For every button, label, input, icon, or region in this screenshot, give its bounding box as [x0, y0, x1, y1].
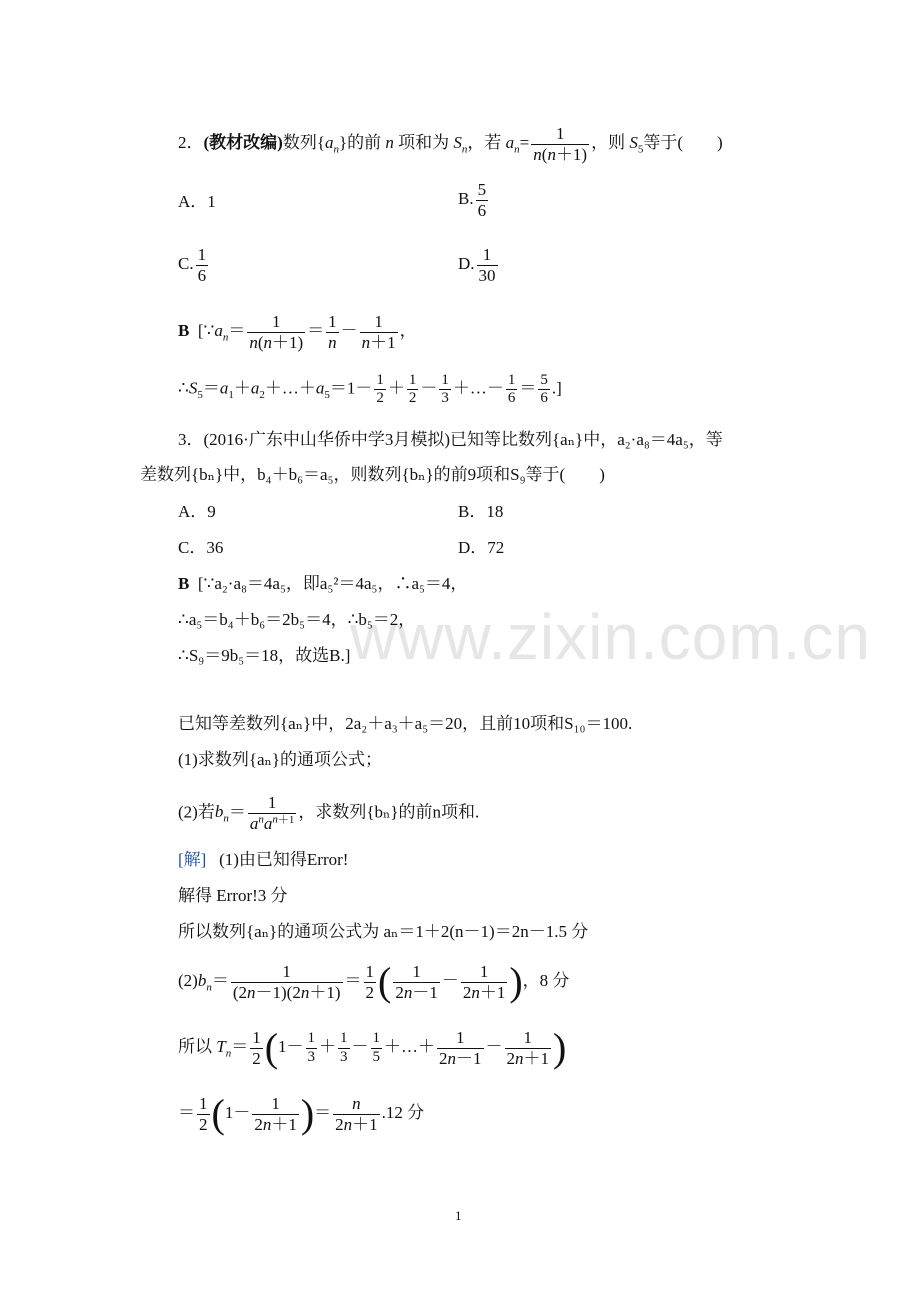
solution-label: [解]: [178, 850, 207, 869]
problem-3-line-1: 3．(2016·广东中山华侨中学3月模拟)已知等比数列{aₙ}中，a₂·a₈＝4a₅，等: [178, 430, 723, 449]
option-d: D. $\frac{1}{30}$: [458, 245, 496, 285]
solution-line-3: 所以数列{aₙ}的通项公式为 aₙ＝1＋2(n－1)＝2n－1.5 分: [178, 922, 589, 941]
solution-line-6: ＝ $\frac{1}{2}$ (1－ $\frac{1}{2n+1}$ )＝ $\frac{n}{2n+1}$ .12 分: [178, 1091, 425, 1137]
problem-2-solution-line-2: $\therefore S_5=a_1+a_2+\dots+a_5=1-$ $\frac{1}{2}$ ＋ $\frac{1}{2}$ － $\frac{1}{3}$ ＋…－ $\frac{1}{6}$ ＝ $\frac{5}{6}$ .]: [178, 372, 562, 407]
problem-2-solution-line-1: B [$\because a_n=$ $\frac{1}{n(n+1)}$ ＝ $\frac{1}{n}$ － $\frac{1}{n+1}$ ，: [178, 312, 417, 352]
problem-3-solution-1: B [∵a₂·a₈＝4a₅，即a₅²＝4a₅，∴a₅＝4，: [178, 574, 468, 593]
problem-3-solution-3: ∴S₉＝9b₅＝18，故选B.]: [178, 646, 351, 665]
problem-3-line-2: 差数列{bₙ}中，b₄＋b₆＝a₅，则数列{bₙ}的前9项和S₉等于( ): [140, 465, 605, 484]
problem-4-part-2: (2)若$b_n=$ $\frac{1}{a^na^{n+1}}$ ，求数列{bₙ}的前n项和.: [178, 793, 480, 834]
solution-line-5: 所以 $T_n=$ $\frac{1}{2}$ (1－ $\frac{1}{3}$ ＋ $\frac{1}{3}$ － $\frac{1}{5}$ ＋…＋ $\frac{1}{2n-1}$ － $\frac{1}{2n+1}$ ): [178, 1025, 567, 1071]
watermark: www.zixin.com.cn: [350, 601, 871, 673]
page-number: 1: [455, 1208, 462, 1223]
p3-option-b: B．18: [458, 502, 504, 521]
problem-2-stem: 2．(教材改编)数列$\{a_n\}$的前 n 项和为 $S_n$，若 $a_n=$ $\frac{1}{n(n+1)}$ ，则 $S_5$等于( ): [178, 124, 723, 164]
p3-option-c: C．36: [178, 538, 224, 557]
p3-option-a: A．9: [178, 502, 216, 521]
option-b: B. $\frac{5}{6}$: [458, 180, 487, 220]
option-a: A．1: [178, 192, 216, 211]
solution-line-2: 解得 Error!3 分: [178, 886, 288, 905]
problem-3-solution-2: ∴a₅＝b₄＋b₆＝2b₅＝4，∴b₅＝2，: [178, 610, 416, 629]
solution-line-1: [解] (1)由已知得Error!: [178, 850, 349, 869]
p3-option-d: D．72: [458, 538, 505, 557]
solution-line-4: $(2)b_n=$ $\frac{1}{(2n-1)(2n+1)}$ ＝ $\frac{1}{2}$ ( $\frac{1}{2n-1}$ － $\frac{1}{2n+1}$ )，8 分: [178, 959, 570, 1005]
option-c: C. $\frac{1}{6}$: [178, 245, 207, 285]
problem-4-part-1: (1)求数列{aₙ}的通项公式；: [178, 750, 383, 769]
problem-4-stem: 已知等差数列{aₙ}中，2a₂＋a₃＋a₅＝20，且前10项和S₁₀＝100.: [178, 714, 633, 733]
